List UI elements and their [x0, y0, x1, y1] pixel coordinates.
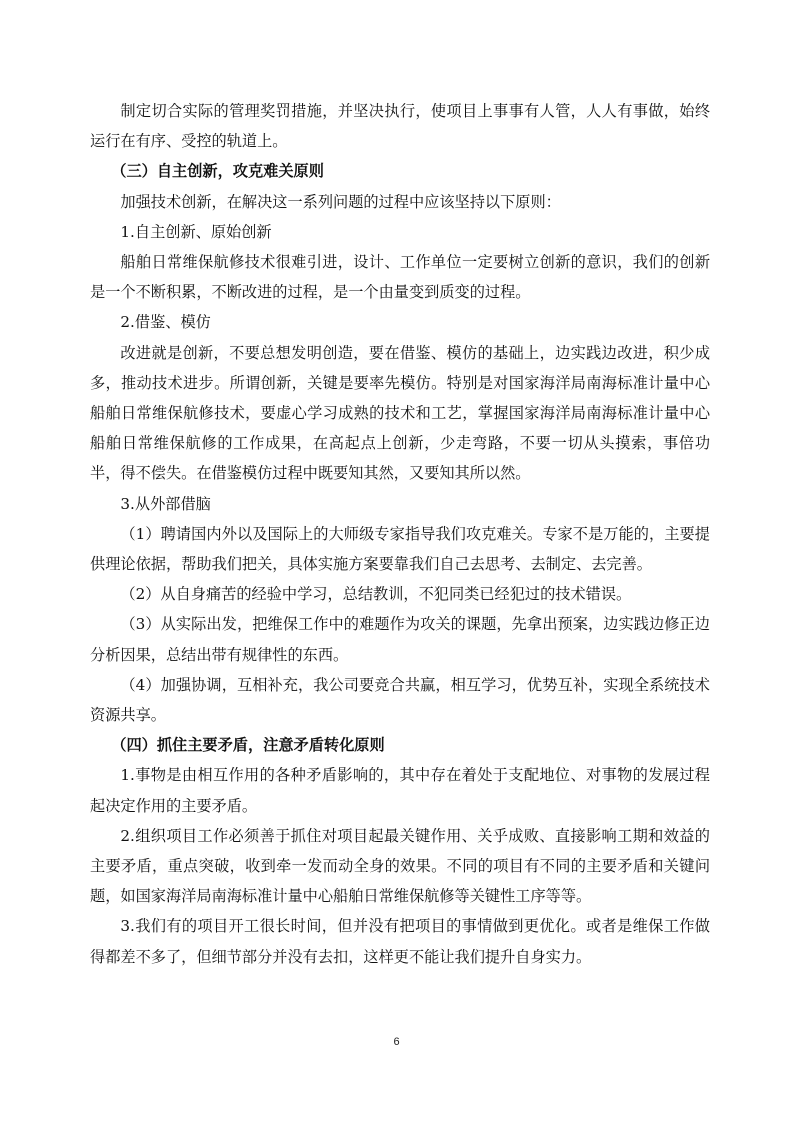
section-heading-4: （四）抓住主要矛盾，注意矛盾转化原则 [111, 736, 385, 755]
paragraph-7: 3.我们有的项目开工很长时间，但并没有把项目的事情做到更优化。或者是维保工作做得都差不多了，但细节部分并没有去扣，这样更不能让我们提升自身实力。 [90, 917, 710, 966]
list-item-1: 1.自主创新、原始创新 [120, 222, 272, 241]
page-number: 6 [393, 1036, 400, 1048]
paragraph-5: 1.事物是由相互作用的各种矛盾影响的，其中存在着处于支配地位、对事物的发展过程起决定作用的主要矛盾。 [90, 766, 710, 815]
paragraph-4: 改进就是创新，不要总想发明创造，要在借鉴、模仿的基础上，边实践边改进，积少成多，推动技术进步。所谓创新，关键是要率先模仿。特别是对国家海洋局南海标准计量中心船舶日常维保航修技术，要虚心学习成熟的技术和工艺，掌握国家海洋局南海标准计量中心船舶日常维保航修的工作成果，在高起点上创新，少走弯路，不要一切从头摸索，事倍功半，得不偿失。在借鉴模仿过程中既要知其然，又要知其所以然。 [90, 343, 710, 483]
sub-item-2: （2）从自身痛苦的经验中学习，总结教训，不犯同类已经犯过的技术错误。 [120, 585, 632, 604]
paragraph-1: 制定切合实际的管理奖罚措施，并坚决执行，使项目上事事有人管，人人有事做，始终运行在有序、受控的轨道上。 [90, 102, 710, 151]
paragraph-2: 加强技术创新，在解决这一系列问题的过程中应该坚持以下原则： [120, 192, 561, 211]
sub-item-4: （4）加强协调，互相补充，我公司要竞合共赢，相互学习，优势互补，实现全系统技术资源共享。 [90, 675, 710, 725]
sub-item-3: （3）从实际出发，把维保工作中的难题作为攻关的课题，先拿出预案，边实践边修正边分析因果，总结出带有规律性的东西。 [90, 615, 710, 664]
paragraph-6: 2.组织项目工作必须善于抓住对项目起最关键作用、关乎成败、直接影响工期和效益的主要矛盾，重点突破，收到牵一发而动全身的效果。不同的项目有不同的主要矛盾和关键问题，如国家海洋局南海标准计量中心船舶日常维保航修等关键性工序等等。 [90, 826, 710, 906]
sub-item-1: （1）聘请国内外以及国际上的大师级专家指导我们攻克难关。专家不是万能的，主要提供理论依据，帮助我们把关，具体实施方案要靠我们自己去思考、去制定、去完善。 [90, 524, 710, 574]
document-body [90, 96, 710, 972]
list-item-3: 3.从外部借脑 [120, 494, 211, 513]
section-heading-3: （三）自主创新，攻克难关原则 [111, 162, 324, 181]
paragraph-3: 船舶日常维保航修技术很难引进，设计、工作单位一定要树立创新的意识，我们的创新是一个不断积累，不断改进的过程，是一个由量变到质变的过程。 [90, 253, 710, 302]
list-item-2: 2.借鉴、模仿 [120, 313, 211, 332]
